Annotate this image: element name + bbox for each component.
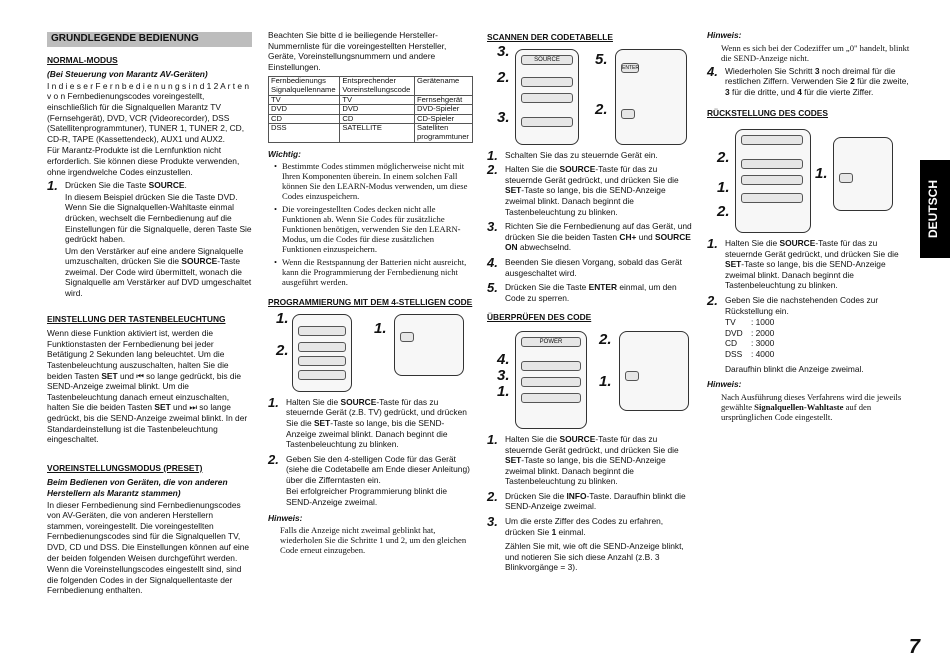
step-1: 1. Halten Sie die SOURCE-Taste für das zu steuernde Gerät gedrückt, und drücken Sie die SET-Taste so lange, bis die SEND-Anzeige zweimal blinkt. Danach beginnt die Tastenbeleuchtung zu blinken.: [487, 431, 679, 487]
paragraph: I n d i e s e r F e r n b e d i e n u n g s i n d 1 2 A r t e n v o n Fernbedienungscodes voreingestellt, einschließlich für die Signalquellen Marantz TV (Fernsehgerät), DVD, VCR (Videorecorder), DSS (Satellitenprogrammtuner), TUNER 1, TUNER 2, CD, CD-R, TAPE (Kassettendeck), AUX1 und AUX2.: [47, 80, 250, 144]
number-buttons-row: [298, 342, 346, 352]
step-5: 5. Drücken Sie die Taste ENTER einmal, um den Code zu sperren.: [487, 280, 677, 303]
step-4: 4. Beenden Sie diesen Vorgang, sobald das Gerät ausgeschaltet wird.: [487, 254, 682, 278]
note-text: Falls die Anzeige nicht zweimal geblinkt hat, wiederholen Sie die Schritte 1 und 2, um den gleichen Code erneut einzugeben.: [280, 525, 467, 556]
important-label: Wichtig:: [268, 148, 301, 159]
paragraph: Wenn die Voreinstellungscodes eingestellt sind, sind die folgenden Codes in der Signalquellentaste der Fernbedienung enthalten.: [47, 564, 242, 596]
step-2: 2. Geben Sie den 4-stelligen Code für das Gerät (siehe die Codetabelle am Ende dieser Anleitung) über die Zifferntasten ein. Bei erfolgreicher Programmierung blinkt die SEND-Anzeige zweimal.: [268, 451, 470, 508]
note-label: Hinweis:: [268, 512, 303, 523]
set-button: [621, 109, 635, 119]
column-2: [268, 30, 473, 556]
heading-button-light: EINSTELLUNG DER TASTENBELEUCHTUNG: [47, 313, 226, 324]
important-list: [274, 161, 473, 287]
subheading-normal: (Bei Steuerung von Marantz AV-Geräten): [47, 69, 208, 80]
column-3: [487, 30, 695, 575]
column-4: [707, 30, 915, 423]
set-button: [400, 332, 414, 342]
step-4: 4. Wiederholen Sie Schritt 3 noch dreimal für die restlichen Ziffern. Verwenden Sie 2 für die zweite, 3 für die dritte, und 4 für die vierte Ziffer.: [707, 63, 909, 97]
number-buttons-row: [521, 361, 581, 371]
table-header-row: Fernbedienungs Signalquellenname Entsprechender Voreinstellungscode Gerätename: [269, 77, 473, 95]
power-button: POWER: [521, 337, 581, 347]
language-tab: DEUTSCH: [920, 160, 950, 258]
table-row: DSS SATELLITE Satelliten programmtuner: [269, 124, 473, 142]
table-row: TV TV Fernsehgerät: [269, 95, 473, 105]
paragraph: In dieser Fernbedienung sind Fernbedienungscodes von AV-Geräten, die von anderen Herstellern stammen, voreingestellt. Die voreingestellten Fernbedienungscodes sind für die Signalquellen TV, DVD, CD und DSS. Die Einstellungen können auf eine der beiden folgenden Weisen durchgeführt werden.: [47, 499, 250, 563]
note-text: Wenn es sich bei der Codeziffer um „0" handelt, blinkt die SEND-Anzeige nicht.: [721, 42, 910, 63]
source-buttons-row: [298, 326, 346, 336]
step-2: 2. Geben Sie die nachstehenden Codes zur Rückstellung ein. TV : 1000 DVD : 2000 CD : 3000 DSS : 4000 Daraufhin blinkt die Anzeige zweimal.: [707, 295, 915, 375]
step-1: 1. Drücken Sie die Taste SOURCE. In diesem Beispiel drücken Sie die Taste DVD. Wenn Sie die Signalquellen-Wahltaste einmal drücken, wechselt die Fernbedienung auf die Einstellungen für die Signalquelle, deren Taste Sie gedrückt haben. Um den Verstärker auf eine andere Signalquelle umzuschalten, drücken Sie die SOURCE-Taste zweimal. Der Code wird übermittelt, wonach die Signalquelle am Verstärker auf DVD umgeschaltet wird.: [47, 178, 252, 299]
number-buttons-row: [741, 193, 803, 203]
paragraph-light: Wenn diese Funktion aktiviert ist, werden die Funktionstasten der Fernbedienung bei jeder Betätigung 2 Sekunden lang beleuchtet. Um die Tastenbeleuchtung auszuschalten, halten Sie die beiden Tasten SET und ⏮ so lange gedrückt, bis die SEND-Anzeige zweimal blinkt. Um die Tastenbeleuchtung danach erneut einzuschalten, halten Sie die beiden Tasten SET und ⏭ so lange gedrückt, bis die SEND-Anzeige zweimal blinkt. In der Standardeinstellung ist die Tastenbeleuchtung eingeschaltet.: [47, 328, 248, 445]
column-1: [47, 30, 252, 597]
power-buttons-row: [741, 135, 803, 145]
reset-codes-list: [725, 317, 915, 359]
remote-figure-programming: 1. 2. 1.: [268, 312, 473, 394]
list-item: TV : 1000: [725, 317, 775, 328]
number-buttons-row: [741, 175, 803, 185]
list-item: • Bestimmte Codes stimmen möglicherweise nicht mit Ihren Komponenten überein. In einem solchen Fall können Sie den LEARN-Modus verwenden, um diese Codes einzuspeichern.: [274, 161, 473, 201]
paragraph-intro: Beachten Sie bitte d ie beiliegende Hersteller-Nummernliste für die voreingestellten Hersteller, Geräte, Voreinstellungsnummern und andere Einstellungen.: [268, 30, 447, 72]
preset-table: [268, 76, 473, 142]
step-2: 2. Drücken Sie die INFO-Taste. Daraufhin blinkt die SEND-Anzeige zweimal.: [487, 488, 686, 512]
source-on-buttons-row: [521, 117, 573, 127]
step-3: 3. Um die erste Ziffer des Codes zu erfahren, drücken Sie 1 einmal. Zählen Sie mit, wie oft die SEND-Anzeige blinkt, und notieren Sie sich diese Anzahl (z.B. 3 Blinkvorgänge = 3).: [487, 514, 684, 573]
remote-figure-reset: 2. 1. 2. 1.: [707, 123, 915, 235]
page-number: 7: [908, 636, 920, 658]
list-item: CD : 3000: [725, 338, 775, 349]
step-3: 3. Richten Sie die Fernbedienung auf das Gerät, und drücken Sie die beiden Tasten CH+ und SOURCE ON abwechselnd.: [487, 219, 692, 253]
list-item: • Die voreingestellten Codes decken nicht alle Funktionen ab. Wenn Sie Codes für zusätzliche Funktionen benötigen, verwenden Sie den LEARN-Modus, um die Codes für diese zusätzlichen Funktionen einzuspeichern.: [274, 204, 473, 254]
heading-reset: RÜCKSTELLUNG DES CODES: [707, 108, 828, 119]
table-row: DVD DVD DVD-Spieler: [269, 105, 473, 115]
heading-normal-mode: NORMAL-MODUS: [47, 54, 118, 65]
paragraph: Für Marantz-Produkte ist die Lernfunktion nicht erforderlich. Sie können diese Produkte verwenden, ohne irgendwelche Codes einzustellen.: [47, 145, 240, 177]
step-1: 1. Halten Sie die SOURCE-Taste für das zu steuernde Gerät (z.B. TV) gedrückt, und drücken Sie die SET-Taste so lange, bis die SEND-Anzeige zweimal blinkt. Danach beginnt die Tastenbeleuchtung zu blinken.: [268, 394, 467, 450]
source-button: SOURCE: [521, 55, 573, 65]
step-1: 1. Schalten Sie das zu steuernde Gerät ein.: [487, 147, 658, 163]
heading-scan: SCANNEN DER CODETABELLE: [487, 32, 613, 42]
set-button: [625, 371, 639, 381]
function-buttons-row: [521, 93, 573, 103]
number-buttons-row: [521, 377, 581, 387]
note-label: Hinweis:: [707, 379, 742, 390]
note-label: Hinweis:: [707, 30, 742, 40]
step-2: 2. Halten Sie die SOURCE-Taste für das zu steuernde Gerät gedrückt, und drücken Sie die SET-Taste so lange, bis die SEND-Anzeige zweimal blinkt. Danach beginnt die Tastenbeleuchtung zu blinken.: [487, 162, 679, 217]
number-buttons-row: [298, 370, 346, 380]
ch-buttons-row: [521, 77, 573, 87]
heading-preset: VOREINSTELLUNGSMODUS (PRESET): [47, 462, 203, 473]
remote-figure-scan: SOURCE ENTER 3. 2. 3. 5. 2.: [487, 47, 695, 147]
enter-button: ENTER: [622, 64, 639, 71]
number-buttons-row: [741, 159, 803, 169]
heading-programming: PROGRAMMIERUNG MIT DEM 4-STELLIGEN CODE: [268, 297, 473, 308]
list-item: DVD : 2000: [725, 327, 775, 338]
section-title-bar: GRUNDLEGENDE BEDIENUNG: [47, 32, 252, 47]
remote-figure-check: POWER 4. 3. 1. 2. 1.: [487, 327, 695, 431]
heading-check-code: ÜBERPRÜFEN DES CODE: [487, 312, 592, 323]
note-text: Nach Ausführung dieses Verfahrens wird die jeweils gewählte Signalquellen-Wahltaste auf den ursprünglichen Code eingestellt.: [721, 391, 902, 422]
list-item: • Wenn die Restspannung der Batterien nicht ausreicht, kann die Programmierung der Fernbedienung nicht ausgeführt werden.: [274, 257, 473, 287]
number-buttons-row: [521, 393, 581, 403]
table-row: CD CD CD-Spieler: [269, 114, 473, 124]
list-item: DSS : 4000: [725, 348, 775, 359]
set-button: [839, 173, 853, 183]
subheading-preset: Beim Bedienen von Geräten, die von anderen Herstellern als Marantz stammen): [47, 477, 228, 498]
number-buttons-row: [298, 356, 346, 366]
remote-illustration: [394, 314, 464, 376]
step-1: 1. Halten Sie die SOURCE-Taste für das zu steuernde Gerät gedrückt, und drücken Sie die SET-Taste so lange, bis die SEND-Anzeige zweimal blinkt. Danach beginnt die Tastenbeleuchtung zu blinken.: [707, 235, 899, 291]
